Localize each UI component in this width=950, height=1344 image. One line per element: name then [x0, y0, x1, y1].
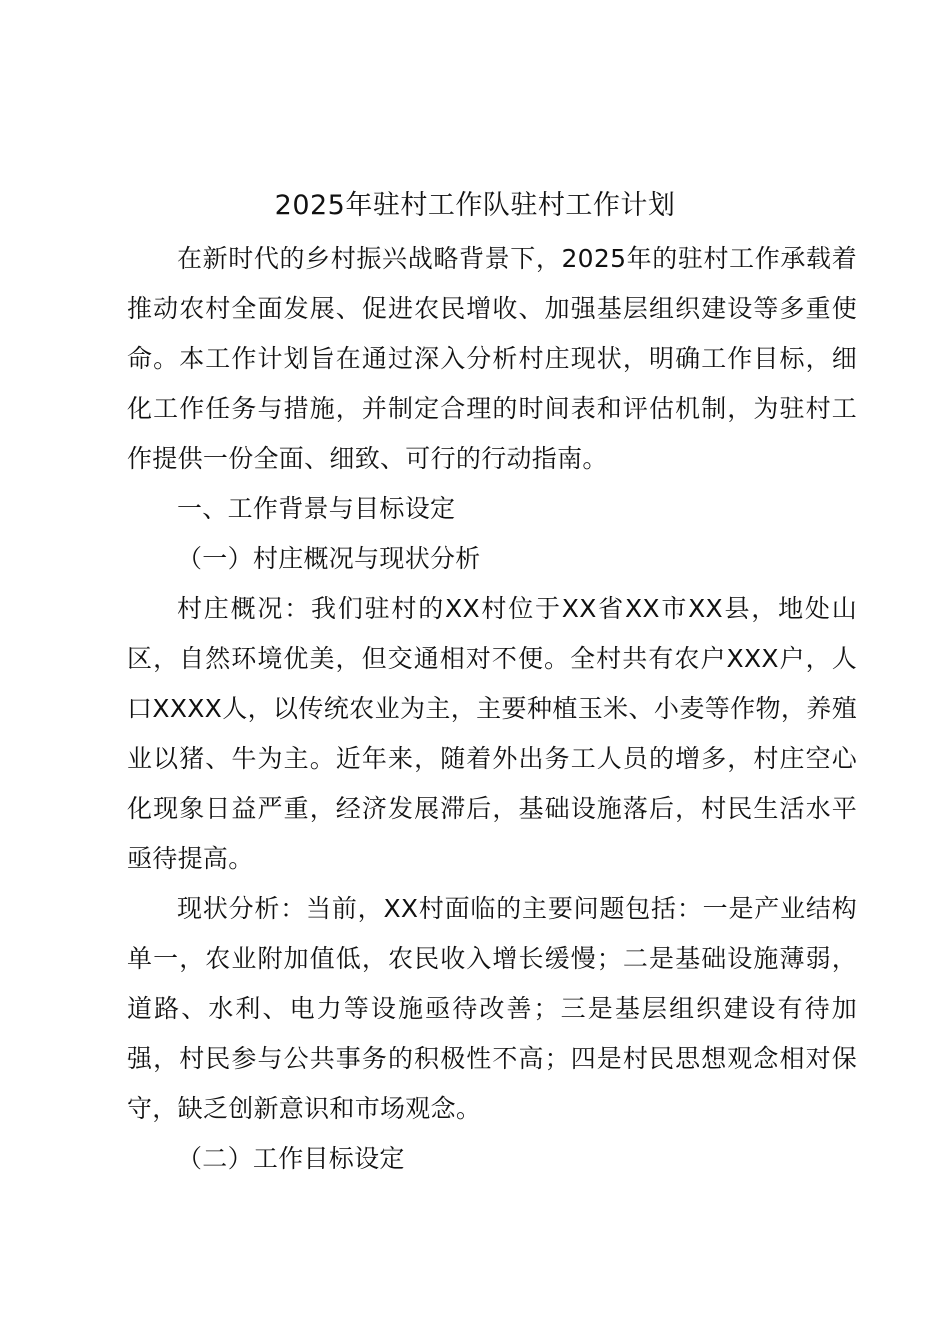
village-overview-paragraph: 村庄概况：我们驻村的XX村位于XX省XX市XX县，地处山区，自然环境优美，但交通相对不便。全村共有农户XXX户，人口XXXX人，以传统农业为主，主要种植玉米、小麦等作物，养殖业以猪、牛为主。近年来，随着外出务工人员的增多，村庄空心化现象日益严重，经济发展滞后，基础设施落后，村民生活水平亟待提高。 — [127, 594, 857, 873]
status-analysis-paragraph: 现状分析：当前，XX村面临的主要问题包括：一是产业结构单一，农业附加值低，农民收入增长缓慢；二是基础设施薄弱，道路、水利、电力等设施亟待改善；三是基层组织建设有待加强，村民参与公共事务的积极性不高；四是村民思想观念相对保守，缺乏创新意识和市场观念。 — [127, 894, 857, 1123]
intro-paragraph: 在新时代的乡村振兴战略背景下，2025年的驻村工作承载着推动农村全面发展、促进农民增收、加强基层组织建设等多重使命。本工作计划旨在通过深入分析村庄现状，明确工作目标，细化工作任务与措施，并制定合理的时间表和评估机制，为驻村工作提供一份全面、细致、可行的行动指南。 — [127, 244, 857, 473]
subsection-heading-2: （二）工作目标设定 — [177, 1144, 405, 1173]
document-body — [127, 234, 857, 1184]
subsection-heading-1: （一）村庄概况与现状分析 — [177, 544, 481, 573]
section-heading-1: 一、工作背景与目标设定 — [177, 494, 456, 523]
document-title: 2025年驻村工作队驻村工作计划 — [274, 190, 676, 221]
